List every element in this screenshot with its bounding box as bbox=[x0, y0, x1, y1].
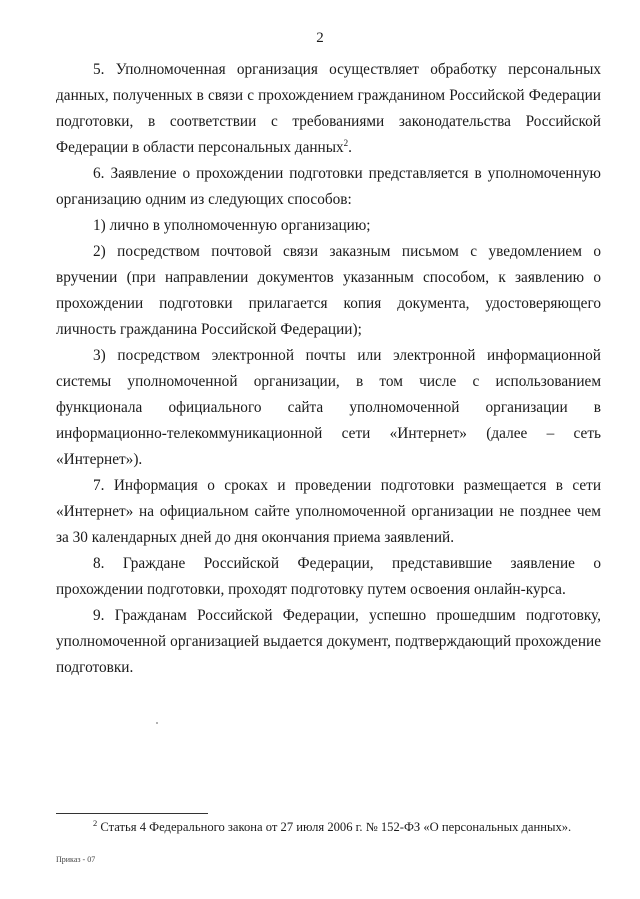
paragraph-text: 5. Уполномоченная организация осуществляет обработку персональных данных, полученных в связи с прохождением гражданином Российской Федерации подготовки, в соответствии с требованиями законодательства Российской Федерации в области персональных данных bbox=[56, 61, 601, 156]
page-number: 2 bbox=[316, 30, 324, 46]
footnote bbox=[56, 818, 601, 836]
document-mark: Приказ - 07 bbox=[56, 855, 96, 864]
footnote-marker: 2 bbox=[93, 818, 98, 828]
list-item-3: 3) посредством электронной почты или электронной информационной системы уполномоченной организации, в том числе с использованием функционала официального сайта уполномоченной организации в информационно-телекоммуникационной сети «Интернет» (далее – сеть «Интернет»). bbox=[56, 347, 601, 468]
paragraph-9: 9. Гражданам Российской Федерации, успешно прошедшим подготовку, уполномоченной организацией выдается документ, подтверждающий прохождение подготовки. bbox=[56, 607, 601, 676]
scan-speck bbox=[156, 722, 158, 724]
footnote-separator bbox=[56, 813, 208, 814]
list-item-2: 2) посредством почтовой связи заказным письмом с уведомлением о вручении (при направлении документов указанным способом, к заявлению о прохождении подготовки прилагается копия документа, удостоверяющего личность гражданина Российской Федерации); bbox=[56, 243, 601, 338]
document-body bbox=[56, 57, 601, 681]
footnote-text: Статья 4 Федерального закона от 27 июля 2006 г. № 152-ФЗ «О персональных данных». bbox=[97, 820, 572, 834]
paragraph-6: 6. Заявление о прохождении подготовки представляется в уполномоченную организацию одним из следующих способов: bbox=[56, 165, 601, 208]
footnote-reference: 2 bbox=[343, 138, 349, 148]
paragraph-8: 8. Граждане Российской Федерации, представившие заявление о прохождении подготовки, проходят подготовку путем освоения онлайн-курса. bbox=[56, 555, 601, 598]
list-item-1: 1) лично в уполномоченную организацию; bbox=[93, 217, 371, 234]
paragraph-5 bbox=[56, 57, 601, 161]
paragraph-7: 7. Информация о сроках и проведении подготовки размещается в сети «Интернет» на официальном сайте уполномоченной организации не позднее чем за 30 календарных дней до дня окончания приема заявлений. bbox=[56, 477, 601, 546]
paragraph-trailing-punctuation: . bbox=[348, 139, 352, 156]
